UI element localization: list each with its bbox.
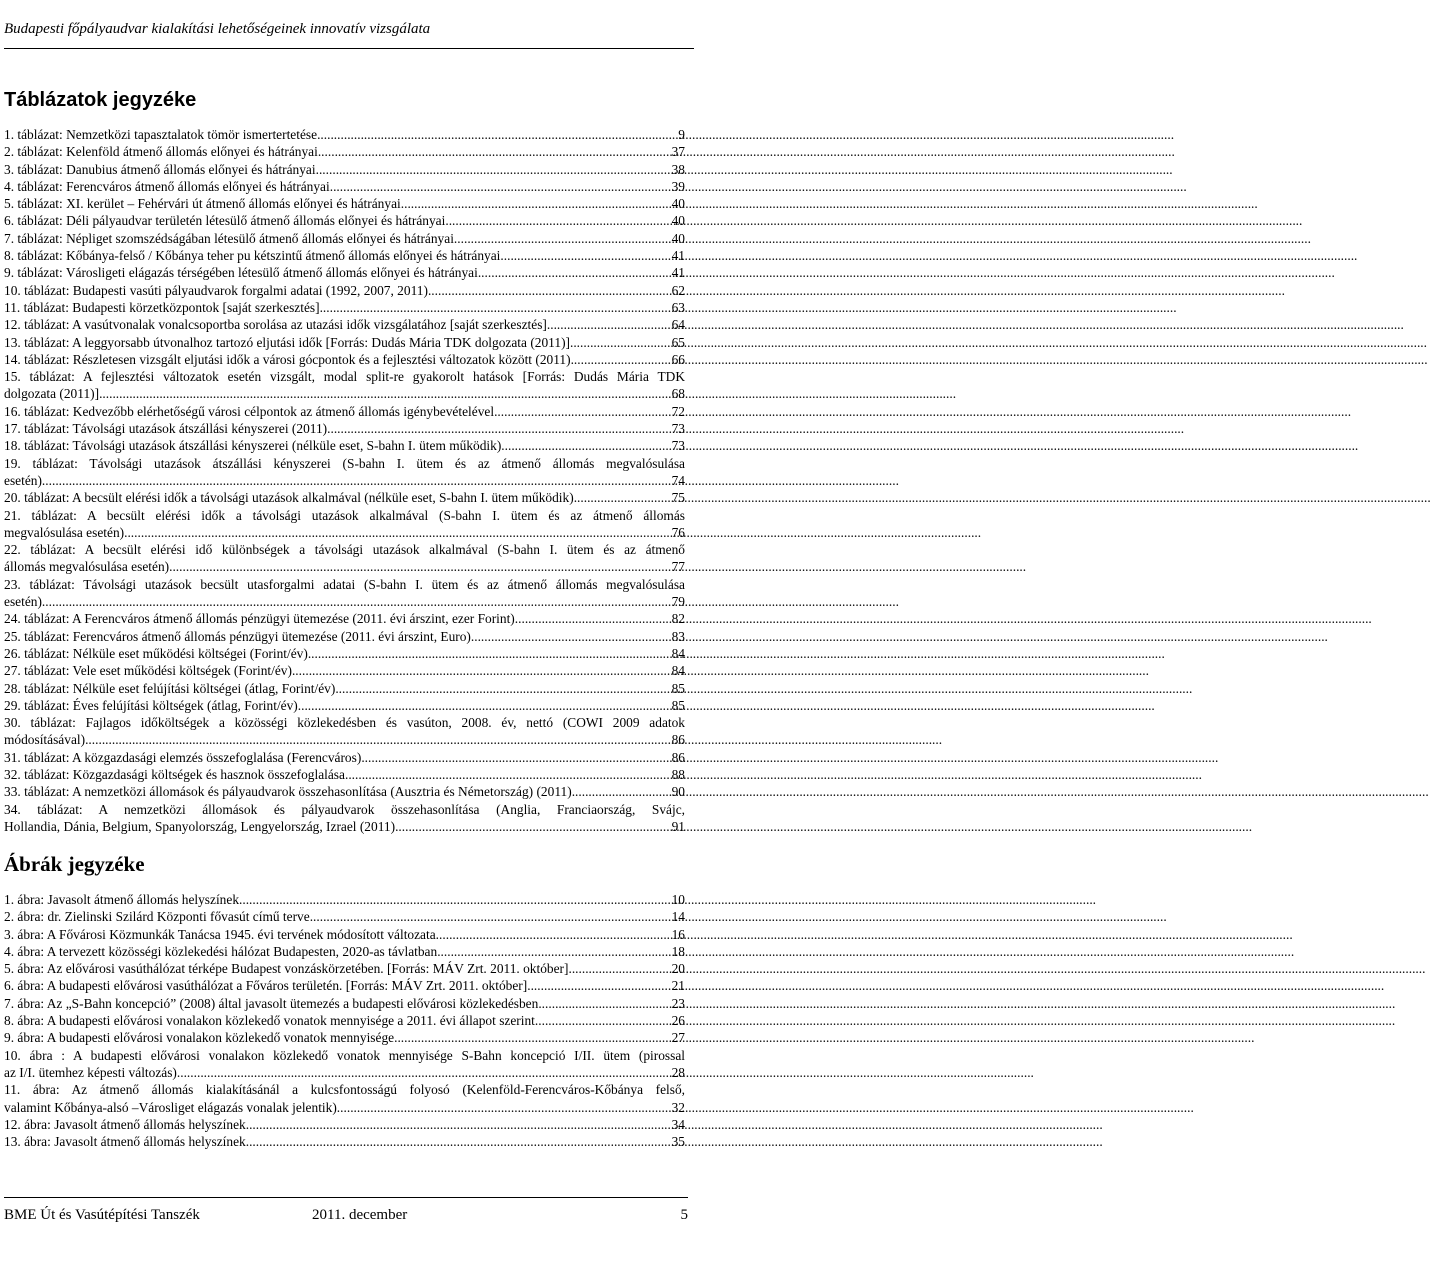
page-footer: [4, 1197, 688, 1224]
entry-title: 12. ábra: Javasolt átmenő állomás helyszínek: [4, 1116, 246, 1132]
dot-leader: [547, 316, 671, 333]
entry-title: 2. ábra: dr. Zielinski Szilárd Központi fővasút című terve: [4, 909, 310, 925]
entry-page-number: 28: [671, 1064, 685, 1080]
dot-leader: [454, 230, 671, 247]
table-list-entry[interactable]: [4, 403, 685, 420]
entry-title: 6. táblázat: Déli pályaudvar területén létesülő átmenő állomás előnyei és hátrányai: [4, 213, 446, 229]
dot-leader: [330, 178, 671, 195]
entry-title: 25. táblázat: Ferencváros átmenő állomás pénzügyi ütemezése (2011. évi árszint, Euro): [4, 628, 471, 644]
table-list-entry[interactable]: [4, 628, 685, 645]
entry-title: 9. táblázat: Városligeti elágazás térségében létesülő átmenő állomás előnyei és hátrányai: [4, 265, 478, 281]
entry-page-number: 16: [671, 926, 685, 942]
entry-page-number: 9: [678, 127, 685, 142]
table-list-entry[interactable]: [4, 420, 685, 437]
entry-page-number: 27: [671, 1030, 685, 1046]
dot-leader: [395, 818, 671, 835]
entry-title: 11. ábra: Az átmenő állomás kialakításánál a kulcsfontosságú folyosó (Kelenföld-Ferencváros-Kőbánya felső,: [4, 1082, 685, 1098]
table-list-entry[interactable]: [4, 714, 685, 749]
entry-page-number: 83: [671, 628, 685, 644]
entry-title: 2. táblázat: Kelenföld átmenő állomás előnyei és hátrányai: [4, 144, 318, 160]
entry-page-number: 20: [671, 961, 685, 977]
entry-title: 23. táblázat: Távolsági utazások becsült utasforgalmi adatai (S-bahn I. ütem és az átmenő állomás megvalósulása: [4, 576, 685, 592]
entry-title-continuation: megvalósulása esetén): [4, 524, 125, 540]
entry-page-number: 39: [671, 178, 685, 194]
entry-page-number: 35: [671, 1134, 685, 1150]
dot-leader: [310, 908, 671, 925]
entry-title-continuation: dolgozata (2011)]: [4, 386, 100, 402]
table-list-entry[interactable]: [4, 680, 685, 697]
dot-leader: [574, 489, 671, 506]
figure-list-entry[interactable]: [4, 960, 685, 977]
table-list-entry[interactable]: [4, 161, 685, 178]
entry-title: 3. ábra: A Fővárosi Közmunkák Tanácsa 1945. évi tervének módosított változata: [4, 926, 436, 942]
entry-title: 11. táblázat: Budapesti körzetközpontok [saját szerkesztés]: [4, 299, 320, 315]
footer-date: 2011. december: [312, 1207, 408, 1223]
table-list-entry[interactable]: [4, 143, 685, 160]
entry-title: 7. ábra: Az „S-Bahn koncepció” (2008) által javasolt ütemezés a budapesti elővárosi közlekedésben: [4, 995, 539, 1011]
entry-page-number: 79: [671, 594, 685, 610]
entry-page-number: 77: [671, 559, 685, 575]
entry-title: 1. ábra: Javasolt átmenő állomás helyszínek: [4, 892, 240, 907]
entry-title-continuation: az I/I. ütemhez képesti változás): [4, 1064, 177, 1080]
entry-title: 26. táblázat: Nélküle eset működési költségei (Forint/év): [4, 645, 308, 661]
entry-title: 6. ábra: A budapesti elővárosi vasúthálózat a Főváros területén. [Forrás: MÁV Zrt. 2011. október]: [4, 978, 528, 994]
dot-leader: [515, 610, 671, 627]
entry-page-number: 62: [671, 282, 685, 298]
figure-list-entry[interactable]: [4, 995, 685, 1012]
entry-page-number: 84: [671, 645, 685, 661]
entry-title: 10. ábra : A budapesti elővárosi vonalakon közlekedő vonatok mennyisége S-Bahn koncepció I/II. ütem (pirossal: [4, 1047, 685, 1063]
entry-page-number: 88: [671, 766, 685, 782]
figure-list-entry[interactable]: [4, 908, 685, 925]
entry-title: 13. táblázat: A leggyorsabb útvonalhoz tartozó eljutási idők [Forrás: Dudás Mária TDK dolgozata (2011)]: [4, 334, 570, 350]
figures-list: [4, 891, 685, 1150]
table-list-entry[interactable]: [4, 212, 685, 229]
dot-leader: [361, 749, 670, 766]
table-list-entry[interactable]: [4, 247, 685, 264]
tables-list-heading: Táblázatok jegyzéke: [4, 89, 197, 111]
dot-leader: [124, 524, 671, 541]
dot-leader: [501, 437, 670, 454]
figure-list-entry[interactable]: [4, 977, 685, 994]
entry-page-number: 75: [671, 490, 685, 506]
dot-leader: [42, 472, 671, 489]
table-list-entry[interactable]: [4, 368, 685, 403]
entry-page-number: 82: [671, 611, 685, 627]
dot-leader: [320, 299, 671, 316]
dot-leader: [538, 995, 670, 1012]
entry-page-number: 85: [671, 680, 685, 696]
table-list-entry[interactable]: [4, 645, 685, 662]
entry-page-number: 34: [671, 1116, 685, 1132]
entry-page-number: 26: [671, 1013, 685, 1029]
entry-title: 32. táblázat: Közgazdasági költségek és hasznok összefoglalása: [4, 766, 345, 782]
entry-page-number: 38: [671, 161, 685, 177]
entry-title: 8. táblázat: Kőbánya-felső / Kőbánya teher pu kétszintű átmenő állomás előnyei és hátrányai: [4, 248, 501, 264]
dot-leader: [437, 943, 670, 960]
entry-page-number: 41: [671, 248, 685, 264]
dot-leader: [335, 680, 670, 697]
entry-page-number: 65: [671, 334, 685, 350]
table-list-entry[interactable]: [4, 783, 685, 800]
entry-title: 20. táblázat: A becsült elérési idők a távolsági utazások alkalmával (nélküle eset, S-bahn I. ütem működik): [4, 490, 574, 506]
dot-leader: [538, 1012, 670, 1029]
entry-page-number: 64: [671, 317, 685, 333]
entry-page-number: 10: [671, 892, 685, 907]
table-list-entry[interactable]: [4, 489, 685, 506]
dot-leader: [397, 1029, 670, 1046]
entry-page-number: 66: [671, 351, 685, 367]
entry-title: 33. táblázat: A nemzetközi állomások és pályaudvarok összehasonlítása (Ausztria és Németország) (2011): [4, 784, 572, 800]
figure-list-entry[interactable]: [4, 1012, 685, 1029]
dot-leader: [471, 628, 671, 645]
dot-leader: [292, 662, 671, 679]
dot-leader: [500, 247, 670, 264]
entry-title: 5. ábra: Az elővárosi vasúthálózat térképe Budapest vonzáskörzetében. [Forrás: MÁV Zrt. 2011. október]: [4, 961, 569, 977]
dot-leader: [571, 351, 671, 368]
entry-page-number: 84: [671, 663, 685, 679]
dot-leader: [316, 161, 671, 178]
table-list-entry[interactable]: [4, 749, 685, 766]
table-list-entry[interactable]: [4, 282, 685, 299]
entry-page-number: 14: [671, 909, 685, 925]
entry-title: 1. táblázat: Nemzetközi tapasztalatok tömör ismertertetése: [4, 127, 318, 142]
dot-leader: [246, 1116, 671, 1133]
figure-list-entry[interactable]: [4, 1116, 685, 1133]
entry-title-continuation: állomás megvalósulása esetén): [4, 559, 170, 575]
entry-page-number: 40: [671, 230, 685, 246]
entry-page-number: 86: [671, 749, 685, 765]
entry-title: 16. táblázat: Kedvezőbb elérhetőségű városi célpontok az átmenő állomás igénybevételével: [4, 403, 495, 419]
entry-title: 4. táblázat: Ferencváros átmenő állomás előnyei és hátrányai: [4, 178, 330, 194]
dot-leader: [317, 126, 677, 143]
dot-leader: [401, 195, 671, 212]
entry-title-continuation: valamint Kőbánya-alsó –Városliget elágazás vonalak jelentik): [4, 1099, 337, 1115]
dot-leader: [436, 926, 671, 943]
entry-title: 28. táblázat: Nélküle eset felújítási költségei (átlag, Forint/év): [4, 680, 336, 696]
entry-title: 3. táblázat: Danubius átmenő állomás előnyei és hátrányai: [4, 161, 316, 177]
entry-page-number: 72: [671, 403, 685, 419]
table-list-entry[interactable]: [4, 576, 685, 611]
table-list-entry[interactable]: [4, 766, 685, 783]
entry-title: 13. ábra: Javasolt átmenő állomás helyszínek: [4, 1134, 246, 1150]
dot-leader: [169, 558, 671, 575]
dot-leader: [572, 783, 671, 800]
entry-title: 27. táblázat: Vele eset működési költségek (Forint/év): [4, 663, 292, 679]
figure-list-entry[interactable]: [4, 1081, 685, 1116]
dot-leader: [568, 960, 670, 977]
entry-title: 14. táblázat: Részletesen vizsgált eljutási idők a városi gócpontok és a fejlesztési változatok között (2011): [4, 351, 571, 367]
entry-title: 34. táblázat: A nemzetközi állomások és pályaudvarok összehasonlítása (Anglia, Franciaország, Svájc,: [4, 801, 685, 817]
entry-page-number: 18: [671, 943, 685, 959]
entry-title: 9. ábra: A budapesti elővárosi vonalakon közlekedő vonatok mennyisége.: [4, 1030, 398, 1046]
table-list-entry[interactable]: [4, 230, 685, 247]
table-list-entry[interactable]: [4, 507, 685, 542]
table-list-entry[interactable]: [4, 662, 685, 679]
dot-leader: [428, 282, 671, 299]
entry-page-number: 63: [671, 299, 685, 315]
figure-list-entry[interactable]: [4, 1133, 685, 1150]
figure-list-entry[interactable]: [4, 1029, 685, 1046]
entry-title: 24. táblázat: A Ferencváros átmenő állomás pénzügyi ütemezése (2011. évi árszint, ezer Forint): [4, 611, 515, 627]
dot-leader: [246, 1133, 671, 1150]
entry-title: 30. táblázat: Fajlagos időköltségek a közösségi közlekedésben és vasúton, 2008. év, nettó (COWI 2009 adatok: [4, 715, 685, 731]
dot-leader: [318, 143, 671, 160]
dot-leader: [345, 766, 671, 783]
entry-page-number: 23: [671, 995, 685, 1011]
footer-department: BME Út és Vasútépítési Tanszék: [4, 1207, 200, 1223]
table-list-entry[interactable]: [4, 316, 685, 333]
entry-page-number: 74: [671, 472, 685, 488]
table-list-entry[interactable]: [4, 195, 685, 212]
entry-page-number: 91: [671, 818, 685, 834]
dot-leader: [42, 593, 671, 610]
entry-title: 7. táblázat: Népliget szomszédságában létesülő átmenő állomás előnyei és hátrányai: [4, 230, 454, 246]
entry-title: 15. táblázat: A fejlesztési változatok esetén vizsgált, modal split-re gyakorolt hatások [Forrás: Dudás Mária TDK: [4, 369, 685, 385]
entry-title-continuation: esetén): [4, 594, 42, 610]
table-list-entry[interactable]: [4, 334, 685, 351]
figure-list-entry[interactable]: [4, 1047, 685, 1082]
table-list-entry[interactable]: [4, 264, 685, 281]
dot-leader: [177, 1064, 671, 1081]
entry-title: 22. táblázat: A becsült elérési idő különbségek a távolsági utazások alkalmával (S-bahn I. ütem és az átmenő: [4, 542, 685, 558]
dot-leader: [298, 697, 671, 714]
entry-page-number: 90: [671, 784, 685, 800]
entry-title: 21. táblázat: A becsült elérési idők a távolsági utazások alkalmával (S-bahn I. ütem és az átmenő állomás: [4, 507, 685, 523]
entry-page-number: 32: [671, 1099, 685, 1115]
entry-page-number: 40: [671, 213, 685, 229]
figure-list-entry[interactable]: [4, 926, 685, 943]
entry-title: 4. ábra: A tervezett közösségi közlekedési hálózat Budapesten, 2020-as távlatban: [4, 943, 438, 959]
entry-title-continuation: Hollandia, Dánia, Belgium, Spanyolország, Lengyelország, Izrael (2011): [4, 818, 396, 834]
figure-list-entry[interactable]: [4, 891, 685, 908]
dot-leader: [445, 212, 670, 229]
table-list-entry[interactable]: [4, 437, 685, 454]
entry-page-number: 41: [671, 265, 685, 281]
entry-page-number: 73: [671, 421, 685, 437]
entry-page-number: 37: [671, 144, 685, 160]
dot-leader: [85, 731, 671, 748]
dot-leader: [494, 403, 671, 420]
entry-title-continuation: esetén): [4, 472, 42, 488]
table-list-entry[interactable]: [4, 351, 685, 368]
figures-list-heading: Ábrák jegyzéke: [4, 852, 145, 876]
entry-title: 8. ábra: A budapesti elővárosi vonalakon közlekedő vonatok mennyisége a 2011. évi állapot szerint.: [4, 1013, 539, 1029]
tables-list: [4, 126, 685, 835]
table-list-entry[interactable]: [4, 610, 685, 627]
table-list-entry[interactable]: [4, 299, 685, 316]
entry-page-number: 68: [671, 386, 685, 402]
entry-title: 5. táblázat: XI. kerület – Fehérvári út átmenő állomás előnyei és hátrányai: [4, 196, 401, 212]
entry-page-number: 76: [671, 524, 685, 540]
dot-leader: [570, 334, 671, 351]
entry-page-number: 86: [671, 732, 685, 748]
dot-leader: [527, 977, 670, 994]
entry-title: 31. táblázat: A közgazdasági elemzés összefoglalása (Ferencváros): [4, 749, 362, 765]
dot-leader: [337, 1099, 671, 1116]
dot-leader: [308, 645, 671, 662]
entry-title-continuation: módosításával): [4, 732, 86, 748]
dot-leader: [239, 891, 671, 908]
entry-title: 19. táblázat: Távolsági utazások átszállási kényszerei (S-bahn I. ütem és az átmenő állomás megvalósulása: [4, 455, 685, 471]
running-header: Budapesti főpályaudvar kialakítási lehetőségeinek innovatív vizsgálata: [4, 20, 694, 49]
entry-title: 17. táblázat: Távolsági utazások átszállási kényszerei (2011): [4, 421, 328, 437]
entry-title: 10. táblázat: Budapesti vasúti pályaudvarok forgalmi adatai (1992, 2007, 2011): [4, 282, 428, 298]
table-list-entry[interactable]: [4, 697, 685, 714]
entry-title: 18. táblázat: Távolsági utazások átszállási kényszerei (nélküle eset, S-bahn I. ütem működik): [4, 438, 502, 454]
table-list-entry[interactable]: [4, 455, 685, 490]
table-list-entry[interactable]: [4, 126, 685, 143]
table-list-entry[interactable]: [4, 178, 685, 195]
entry-title: 29. táblázat: Éves felújítási költségek (átlag, Forint/év): [4, 697, 298, 713]
entry-page-number: 85: [671, 697, 685, 713]
table-list-entry[interactable]: [4, 801, 685, 836]
footer-page-number: 5: [680, 1207, 688, 1223]
dot-leader: [327, 420, 670, 437]
entry-page-number: 73: [671, 438, 685, 454]
entry-page-number: 40: [671, 196, 685, 212]
table-list-entry[interactable]: [4, 541, 685, 576]
entry-title: 12. táblázat: A vasútvonalak vonalcsoportba sorolása az utazási idők vizsgálatához [saját szerkesztés]: [4, 317, 547, 333]
entry-page-number: 21: [671, 978, 685, 994]
figure-list-entry[interactable]: [4, 943, 685, 960]
dot-leader: [478, 264, 671, 281]
dot-leader: [99, 385, 671, 402]
